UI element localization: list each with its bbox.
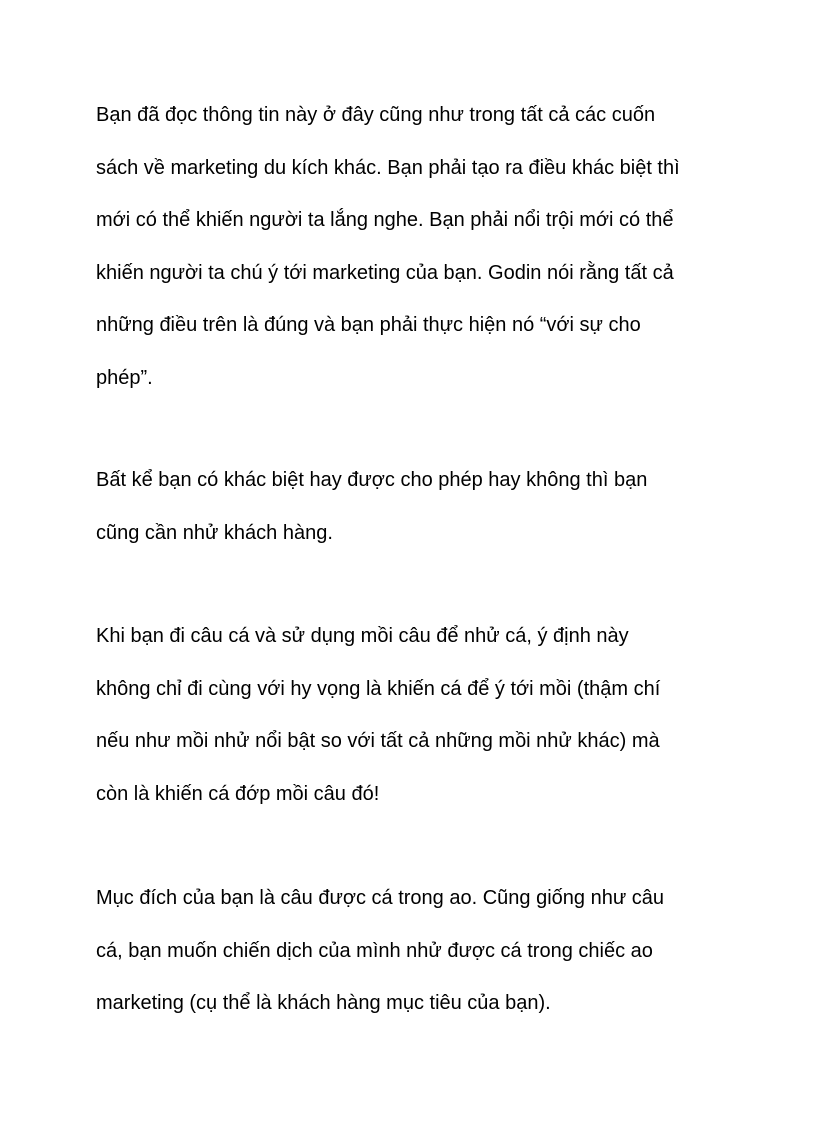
paragraph-line: marketing (cụ thể là khách hàng mục tiêu của bạn). <box>96 992 551 1014</box>
paragraph-line: còn là khiến cá đớp mồi câu đó! <box>96 782 380 805</box>
paragraph-3 <box>96 610 736 820</box>
paragraph-line: Bất kể bạn có khác biệt hay được cho phép hay không thì bạn <box>96 469 648 491</box>
paragraph-line: nếu như mồi nhử nổi bật so với tất cả những mồi nhử khác) mà <box>96 730 660 752</box>
paragraph-line: Khi bạn đi câu cá và sử dụng mồi câu để nhử cá, ý định này <box>96 625 629 647</box>
paragraph-line: khiến người ta chú ý tới marketing của bạn. Godin nói rằng tất cả <box>96 261 674 284</box>
paragraph-line: Mục đích của bạn là câu được cá trong ao. Cũng giống như câu <box>96 887 665 909</box>
paragraph-1 <box>96 89 736 404</box>
paragraph-line: cá, bạn muốn chiến dịch của mình nhử được cá trong chiếc ao <box>96 939 653 962</box>
paragraph-line: phép”. <box>96 366 153 389</box>
paragraph-line: sách về marketing du kích khác. Bạn phải tạo ra điều khác biệt thì <box>96 156 680 179</box>
paragraph-line: những điều trên là đúng và bạn phải thực hiện nó “với sự cho <box>96 314 641 336</box>
paragraph-line: không chỉ đi cùng với hy vọng là khiến cá để ý tới mồi (thậm chí <box>96 677 661 700</box>
paragraph-4 <box>96 872 736 1030</box>
paragraph-2 <box>96 454 736 559</box>
paragraph-line: cũng cần nhử khách hàng. <box>96 521 333 544</box>
paragraph-line: mới có thể khiến người ta lắng nghe. Bạn phải nổi trội mới có thể <box>96 209 674 231</box>
paragraph-line: Bạn đã đọc thông tin này ở đây cũng như trong tất cả các cuốn <box>96 104 656 126</box>
